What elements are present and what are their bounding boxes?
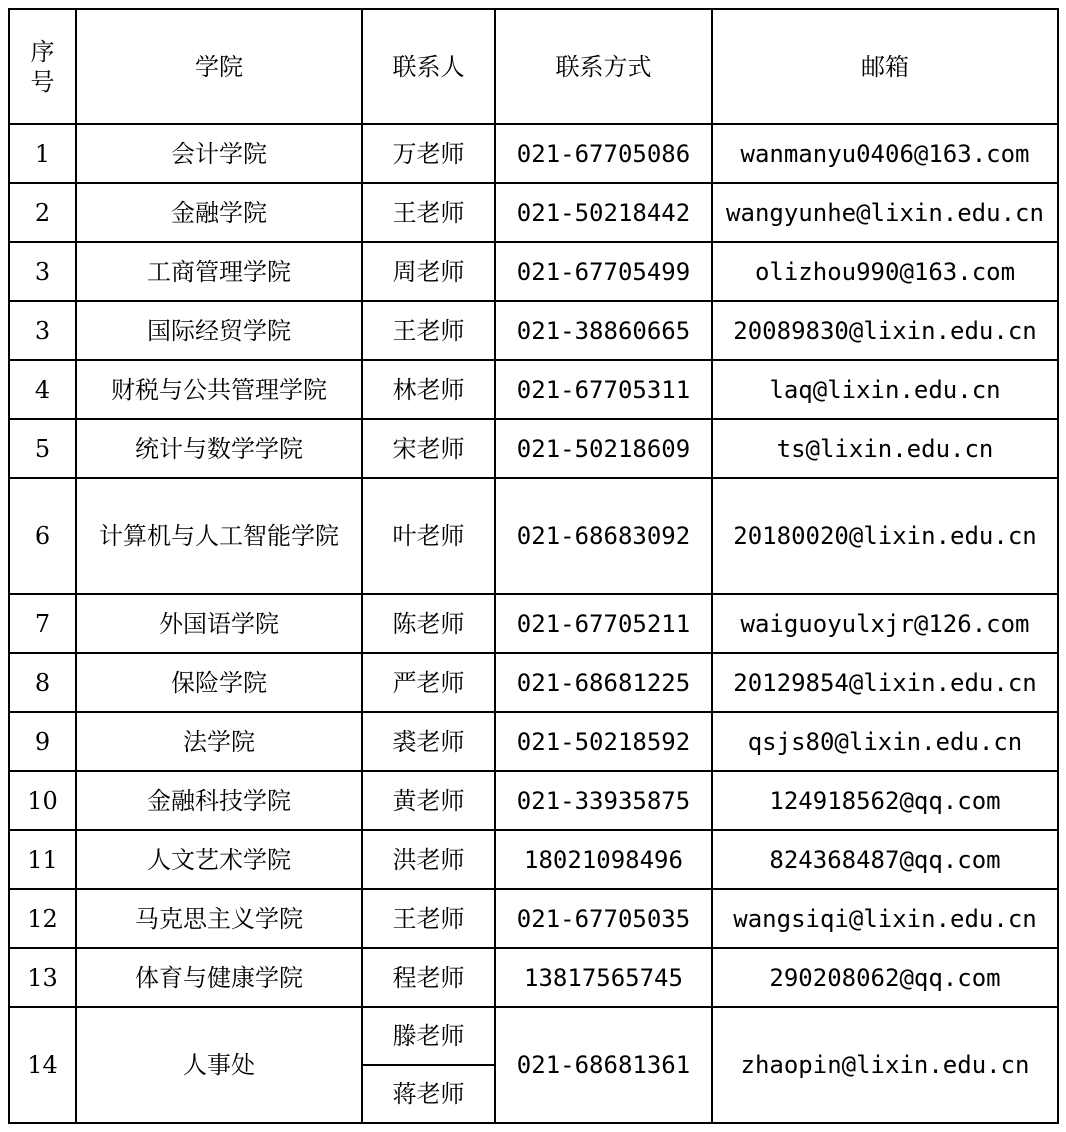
- row-email: 20089830@lixin.edu.cn: [712, 301, 1058, 360]
- header-row: [9, 9, 1058, 124]
- row-contact: 陈老师: [362, 594, 495, 653]
- row-phone: 18021098496: [495, 830, 712, 889]
- row-index: 6: [9, 478, 76, 594]
- row-contact: 严老师: [362, 653, 495, 712]
- row-college: 计算机与人工智能学院: [76, 478, 362, 594]
- row-college: 会计学院: [76, 124, 362, 183]
- row-college: 统计与数学学院: [76, 419, 362, 478]
- row-contact: 黄老师: [362, 771, 495, 830]
- row-index: 2: [9, 183, 76, 242]
- row-college: 保险学院: [76, 653, 362, 712]
- row-index: 10: [9, 771, 76, 830]
- table-row: [9, 242, 1058, 301]
- row-phone: 021-67705499: [495, 242, 712, 301]
- row-contact-secondary: 蒋老师: [362, 1065, 495, 1123]
- table-row: [9, 419, 1058, 478]
- row-contact: 叶老师: [362, 478, 495, 594]
- row-index: 11: [9, 830, 76, 889]
- row-phone: 021-67705035: [495, 889, 712, 948]
- row-college: 国际经贸学院: [76, 301, 362, 360]
- row-contact: 洪老师: [362, 830, 495, 889]
- row-phone: 021-67705311: [495, 360, 712, 419]
- row-email: laq@lixin.edu.cn: [712, 360, 1058, 419]
- header-index-line1: 序: [30, 37, 55, 66]
- table-row: [9, 889, 1058, 948]
- row-phone: 021-33935875: [495, 771, 712, 830]
- row-college: 金融学院: [76, 183, 362, 242]
- row-college: 人事处: [76, 1007, 362, 1123]
- table-row: [9, 771, 1058, 830]
- header-phone: 联系方式: [495, 9, 712, 124]
- row-contact: 王老师: [362, 301, 495, 360]
- row-college: 财税与公共管理学院: [76, 360, 362, 419]
- header-index-line2: 号: [30, 67, 55, 96]
- row-phone: 13817565745: [495, 948, 712, 1007]
- row-email: qsjs80@lixin.edu.cn: [712, 712, 1058, 771]
- row-email: 20129854@lixin.edu.cn: [712, 653, 1058, 712]
- row-contact: 万老师: [362, 124, 495, 183]
- row-contact: 王老师: [362, 183, 495, 242]
- row-college: 人文艺术学院: [76, 830, 362, 889]
- row-college: 法学院: [76, 712, 362, 771]
- row-phone: 021-68681225: [495, 653, 712, 712]
- row-email: wangyunhe@lixin.edu.cn: [712, 183, 1058, 242]
- row-contact: 周老师: [362, 242, 495, 301]
- row-index: 14: [9, 1007, 76, 1123]
- table-row: [9, 594, 1058, 653]
- table-row: [9, 830, 1058, 889]
- row-index: 9: [9, 712, 76, 771]
- row-index: 5: [9, 419, 76, 478]
- row-email: 824368487@qq.com: [712, 830, 1058, 889]
- row-email: ts@lixin.edu.cn: [712, 419, 1058, 478]
- row-index: 12: [9, 889, 76, 948]
- row-contact: 林老师: [362, 360, 495, 419]
- row-index: 13: [9, 948, 76, 1007]
- row-index: 1: [9, 124, 76, 183]
- row-contact: 程老师: [362, 948, 495, 1007]
- row-index: 3: [9, 301, 76, 360]
- row-email: 290208062@qq.com: [712, 948, 1058, 1007]
- table-row-last: [9, 1007, 1058, 1065]
- row-index: 7: [9, 594, 76, 653]
- row-email: olizhou990@163.com: [712, 242, 1058, 301]
- row-phone: 021-50218592: [495, 712, 712, 771]
- table-row: [9, 124, 1058, 183]
- row-contact: 宋老师: [362, 419, 495, 478]
- row-contact-primary: 滕老师: [362, 1007, 495, 1065]
- table-row: [9, 712, 1058, 771]
- header-college: 学院: [76, 9, 362, 124]
- contact-table: [8, 8, 1059, 1124]
- row-college: 马克思主义学院: [76, 889, 362, 948]
- row-phone: 021-67705086: [495, 124, 712, 183]
- row-index: 3: [9, 242, 76, 301]
- row-phone: 021-68683092: [495, 478, 712, 594]
- row-college: 金融科技学院: [76, 771, 362, 830]
- row-email: zhaopin@lixin.edu.cn: [712, 1007, 1058, 1123]
- row-email: wangsiqi@lixin.edu.cn: [712, 889, 1058, 948]
- row-email: 20180020@lixin.edu.cn: [712, 478, 1058, 594]
- row-college: 外国语学院: [76, 594, 362, 653]
- table-row: [9, 478, 1058, 594]
- table-row: [9, 653, 1058, 712]
- row-email: waiguoyulxjr@126.com: [712, 594, 1058, 653]
- row-phone: 021-38860665: [495, 301, 712, 360]
- header-email: 邮箱: [712, 9, 1058, 124]
- row-index: 8: [9, 653, 76, 712]
- row-email: wanmanyu0406@163.com: [712, 124, 1058, 183]
- row-phone: 021-68681361: [495, 1007, 712, 1123]
- table-row: [9, 301, 1058, 360]
- row-college: 工商管理学院: [76, 242, 362, 301]
- table-row: [9, 948, 1058, 1007]
- row-index: 4: [9, 360, 76, 419]
- row-phone: 021-50218442: [495, 183, 712, 242]
- row-phone: 021-67705211: [495, 594, 712, 653]
- row-email: 124918562@qq.com: [712, 771, 1058, 830]
- header-contact: 联系人: [362, 9, 495, 124]
- header-index: [9, 9, 76, 124]
- table-row: [9, 360, 1058, 419]
- row-college: 体育与健康学院: [76, 948, 362, 1007]
- row-contact: 王老师: [362, 889, 495, 948]
- table-row: [9, 183, 1058, 242]
- row-phone: 021-50218609: [495, 419, 712, 478]
- row-contact: 裘老师: [362, 712, 495, 771]
